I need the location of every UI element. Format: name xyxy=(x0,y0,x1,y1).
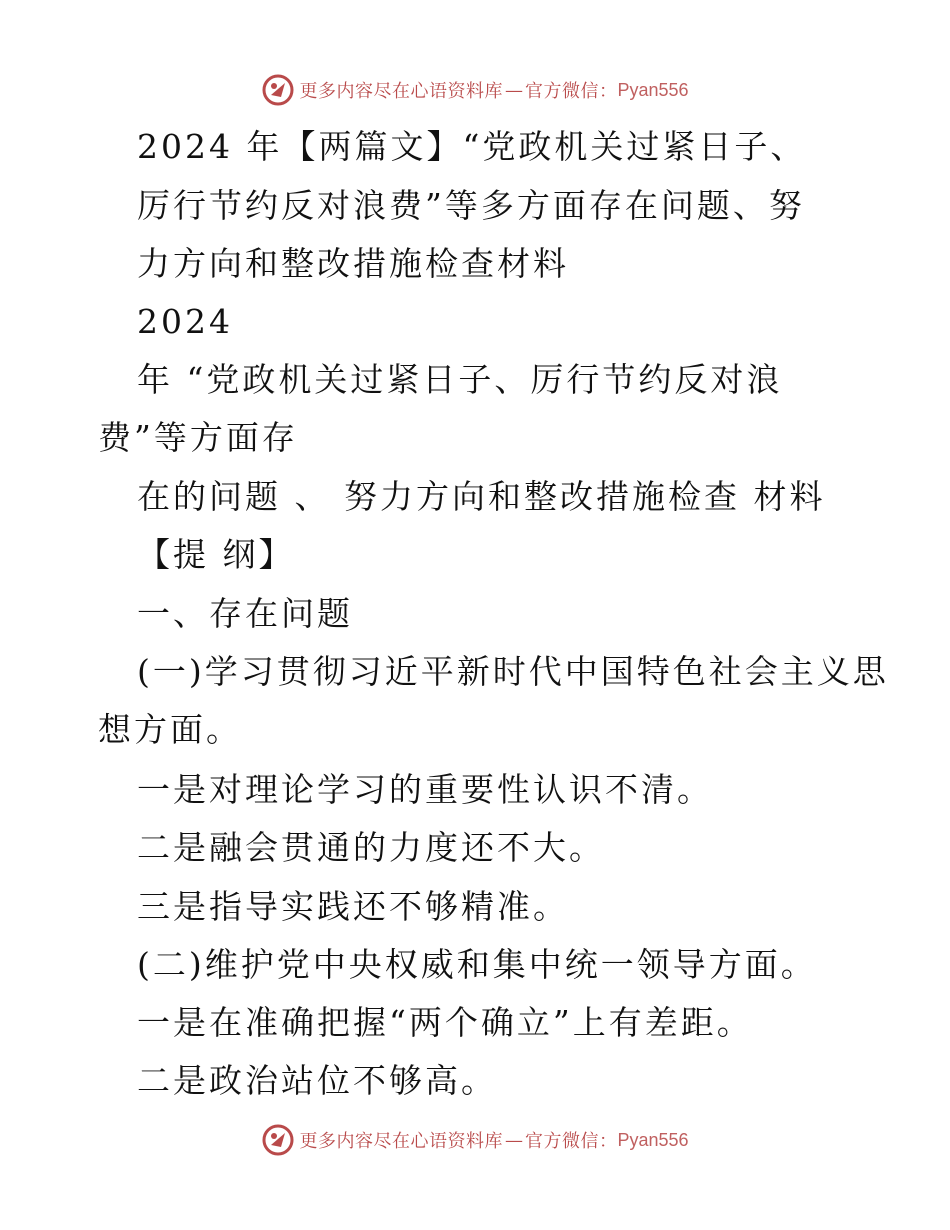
subtitle-line-2: 费”等方面存 xyxy=(98,418,298,457)
point-3: 三是指导实践还不够精准。 xyxy=(137,887,569,926)
subsection-1-line-2: 想方面。 xyxy=(98,710,242,749)
watermark-header xyxy=(0,70,950,110)
title-line-1: 2024 年【两篇文】“党政机关过紧日子、 xyxy=(137,127,807,166)
point-2: 二是融会贯通的力度还不大。 xyxy=(137,828,605,867)
logo-icon xyxy=(261,73,295,107)
watermark-dash: — xyxy=(504,1129,523,1151)
watermark-text: 更多内容尽在心语资料库 xyxy=(299,81,503,102)
watermark-official: 官方微信： xyxy=(524,1131,618,1152)
subtitle-line-1: 年 “党政机关过紧日子、厉行节约反对浪 xyxy=(137,360,783,399)
watermark-footer xyxy=(0,1120,950,1160)
section-heading: 一、存在问题 xyxy=(137,594,353,633)
subsection-2-heading: (二)维护党中央权威和集中统一领导方面。 xyxy=(137,945,817,984)
logo-icon xyxy=(261,1123,295,1157)
point-1: 一是对理论学习的重要性认识不清。 xyxy=(137,770,713,809)
outline-heading: 【提 纲】 xyxy=(137,535,295,574)
watermark-handle: Pyan556 xyxy=(617,79,689,100)
title-line-3: 力方向和整改措施检查材料 xyxy=(137,244,569,283)
subsection-1-line-1: (一)学习贯彻习近平新时代中国特色社会主义思 xyxy=(137,652,889,691)
title-line-2: 厉行节约反对浪费”等多方面存在问题、努 xyxy=(137,186,805,225)
watermark-text: 更多内容尽在心语资料库 xyxy=(299,1131,503,1152)
watermark-handle: Pyan556 xyxy=(617,1129,689,1150)
point-4: 一是在准确把握“两个确立”上有差距。 xyxy=(137,1003,753,1042)
watermark-official: 官方微信： xyxy=(524,81,618,102)
point-5: 二是政治站位不够高。 xyxy=(137,1061,497,1100)
subtitle-line-3: 在的问题 、 努力方向和整改措施检查 材料 xyxy=(137,477,826,516)
watermark-dash: — xyxy=(504,79,523,101)
year-line: 2024 xyxy=(137,302,233,341)
